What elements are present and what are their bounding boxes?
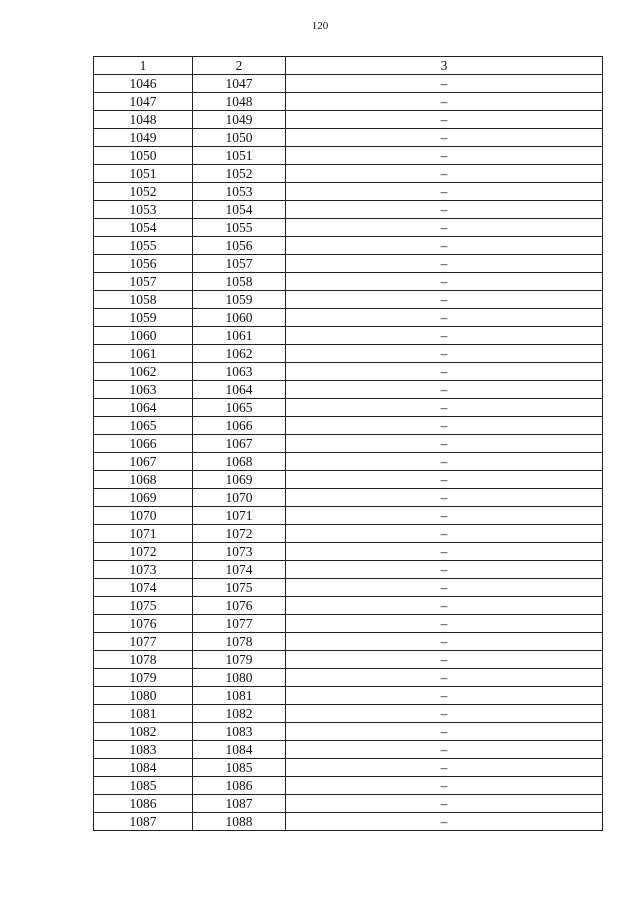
table-cell-col-3: – <box>286 363 603 381</box>
table-cell-col-2: 1066 <box>193 417 286 435</box>
table-row <box>94 273 603 291</box>
table-cell-col-3: – <box>286 399 603 417</box>
table-cell-col-2: 1050 <box>193 129 286 147</box>
table-cell-col-2: 1054 <box>193 201 286 219</box>
table-row <box>94 813 603 831</box>
table-row <box>94 705 603 723</box>
table-cell-col-1: 1052 <box>94 183 193 201</box>
table-cell-col-1: 1053 <box>94 201 193 219</box>
table-row <box>94 687 603 705</box>
table-cell-col-1: 1061 <box>94 345 193 363</box>
table-cell-col-3: – <box>286 345 603 363</box>
table-cell-col-2: 1082 <box>193 705 286 723</box>
table-cell-col-3: – <box>286 597 603 615</box>
table-cell-col-1: 1075 <box>94 597 193 615</box>
table-cell-col-1: 1086 <box>94 795 193 813</box>
table-cell-col-1: 1067 <box>94 453 193 471</box>
table-row <box>94 795 603 813</box>
table-cell-col-2: 1084 <box>193 741 286 759</box>
table-cell-col-2: 1063 <box>193 363 286 381</box>
table-cell-col-2: 1057 <box>193 255 286 273</box>
table-cell-col-3: – <box>286 489 603 507</box>
table-cell-col-3: – <box>286 165 603 183</box>
table-cell-col-3: – <box>286 687 603 705</box>
table-cell-col-3: – <box>286 255 603 273</box>
table-cell-col-1: 1069 <box>94 489 193 507</box>
table-cell-col-1: 1055 <box>94 237 193 255</box>
table-row <box>94 219 603 237</box>
column-header-3: 3 <box>286 57 603 75</box>
table-cell-col-1: 1065 <box>94 417 193 435</box>
table-row <box>94 417 603 435</box>
table-body <box>94 75 603 831</box>
table-cell-col-3: – <box>286 111 603 129</box>
table-cell-col-1: 1057 <box>94 273 193 291</box>
table-cell-col-2: 1088 <box>193 813 286 831</box>
table-cell-col-2: 1073 <box>193 543 286 561</box>
table-row <box>94 147 603 165</box>
table-cell-col-1: 1079 <box>94 669 193 687</box>
table-cell-col-3: – <box>286 741 603 759</box>
table-cell-col-1: 1060 <box>94 327 193 345</box>
table-cell-col-3: – <box>286 813 603 831</box>
table-cell-col-2: 1080 <box>193 669 286 687</box>
table-cell-col-3: – <box>286 651 603 669</box>
table-cell-col-1: 1070 <box>94 507 193 525</box>
table-row <box>94 309 603 327</box>
table-cell-col-2: 1072 <box>193 525 286 543</box>
data-table-container <box>93 56 603 831</box>
table-cell-col-1: 1073 <box>94 561 193 579</box>
column-header-1: 1 <box>94 57 193 75</box>
table-cell-col-3: – <box>286 669 603 687</box>
table-row <box>94 597 603 615</box>
table-cell-col-2: 1056 <box>193 237 286 255</box>
table-cell-col-3: – <box>286 471 603 489</box>
table-row <box>94 255 603 273</box>
table-cell-col-2: 1065 <box>193 399 286 417</box>
table-cell-col-3: – <box>286 219 603 237</box>
table-row <box>94 363 603 381</box>
table-cell-col-3: – <box>286 579 603 597</box>
table-row <box>94 777 603 795</box>
table-cell-col-3: – <box>286 507 603 525</box>
table-cell-col-1: 1084 <box>94 759 193 777</box>
table-cell-col-2: 1075 <box>193 579 286 597</box>
table-row <box>94 651 603 669</box>
table-cell-col-2: 1087 <box>193 795 286 813</box>
table-row <box>94 543 603 561</box>
table-row <box>94 165 603 183</box>
table-row <box>94 507 603 525</box>
table-cell-col-2: 1071 <box>193 507 286 525</box>
table-cell-col-3: – <box>286 309 603 327</box>
table-row <box>94 525 603 543</box>
table-cell-col-1: 1064 <box>94 399 193 417</box>
table-cell-col-3: – <box>286 759 603 777</box>
table-cell-col-1: 1082 <box>94 723 193 741</box>
table-row <box>94 741 603 759</box>
table-row <box>94 129 603 147</box>
table-cell-col-2: 1086 <box>193 777 286 795</box>
table-cell-col-2: 1077 <box>193 615 286 633</box>
table-cell-col-3: – <box>286 633 603 651</box>
table-cell-col-3: – <box>286 75 603 93</box>
table-cell-col-1: 1066 <box>94 435 193 453</box>
table-cell-col-1: 1085 <box>94 777 193 795</box>
table-cell-col-3: – <box>286 561 603 579</box>
page-number: 120 <box>311 20 329 32</box>
header-row <box>94 57 603 75</box>
table-cell-col-2: 1070 <box>193 489 286 507</box>
table-row <box>94 489 603 507</box>
column-header-2: 2 <box>193 57 286 75</box>
table-cell-col-3: – <box>286 381 603 399</box>
table-cell-col-1: 1056 <box>94 255 193 273</box>
table-cell-col-2: 1085 <box>193 759 286 777</box>
table-row <box>94 183 603 201</box>
table-cell-col-1: 1081 <box>94 705 193 723</box>
table-row <box>94 759 603 777</box>
table-cell-col-1: 1063 <box>94 381 193 399</box>
table-row <box>94 237 603 255</box>
table-cell-col-3: – <box>286 93 603 111</box>
table-cell-col-3: – <box>286 525 603 543</box>
table-cell-col-2: 1051 <box>193 147 286 165</box>
table-cell-col-3: – <box>286 435 603 453</box>
table-cell-col-2: 1060 <box>193 309 286 327</box>
table-cell-col-1: 1050 <box>94 147 193 165</box>
table-row <box>94 435 603 453</box>
table-cell-col-1: 1087 <box>94 813 193 831</box>
table-cell-col-3: – <box>286 615 603 633</box>
table-cell-col-2: 1047 <box>193 75 286 93</box>
table-cell-col-3: – <box>286 147 603 165</box>
table-cell-col-2: 1052 <box>193 165 286 183</box>
table-cell-col-1: 1059 <box>94 309 193 327</box>
table-cell-col-3: – <box>286 237 603 255</box>
table-cell-col-2: 1064 <box>193 381 286 399</box>
table-cell-col-3: – <box>286 417 603 435</box>
table-cell-col-3: – <box>286 795 603 813</box>
table-row <box>94 669 603 687</box>
table-cell-col-3: – <box>286 705 603 723</box>
table-cell-col-3: – <box>286 777 603 795</box>
table-cell-col-1: 1074 <box>94 579 193 597</box>
table-cell-col-2: 1083 <box>193 723 286 741</box>
table-row <box>94 111 603 129</box>
table-cell-col-3: – <box>286 543 603 561</box>
table-cell-col-2: 1053 <box>193 183 286 201</box>
table-cell-col-1: 1083 <box>94 741 193 759</box>
table-cell-col-2: 1049 <box>193 111 286 129</box>
table-cell-col-3: – <box>286 723 603 741</box>
table-cell-col-1: 1047 <box>94 93 193 111</box>
table-row <box>94 561 603 579</box>
table-cell-col-2: 1061 <box>193 327 286 345</box>
table-cell-col-2: 1059 <box>193 291 286 309</box>
table-cell-col-1: 1077 <box>94 633 193 651</box>
table-row <box>94 201 603 219</box>
table-cell-col-2: 1062 <box>193 345 286 363</box>
table-cell-col-2: 1079 <box>193 651 286 669</box>
table-cell-col-2: 1076 <box>193 597 286 615</box>
table-cell-col-1: 1076 <box>94 615 193 633</box>
table-row <box>94 93 603 111</box>
table-cell-col-1: 1062 <box>94 363 193 381</box>
table-row <box>94 723 603 741</box>
table-cell-col-3: – <box>286 327 603 345</box>
table-row <box>94 579 603 597</box>
table-cell-col-1: 1049 <box>94 129 193 147</box>
table-cell-col-2: 1067 <box>193 435 286 453</box>
table-row <box>94 633 603 651</box>
table-cell-col-2: 1074 <box>193 561 286 579</box>
table-row <box>94 471 603 489</box>
table-cell-col-1: 1080 <box>94 687 193 705</box>
table-cell-col-2: 1069 <box>193 471 286 489</box>
table-cell-col-3: – <box>286 183 603 201</box>
table-cell-col-2: 1078 <box>193 633 286 651</box>
table-row <box>94 75 603 93</box>
table-cell-col-1: 1071 <box>94 525 193 543</box>
table-cell-col-3: – <box>286 201 603 219</box>
table-row <box>94 615 603 633</box>
table-cell-col-3: – <box>286 453 603 471</box>
table-row <box>94 399 603 417</box>
table-cell-col-3: – <box>286 273 603 291</box>
table-cell-col-1: 1051 <box>94 165 193 183</box>
table-cell-col-1: 1078 <box>94 651 193 669</box>
table-cell-col-2: 1055 <box>193 219 286 237</box>
table-cell-col-2: 1058 <box>193 273 286 291</box>
table-row <box>94 291 603 309</box>
table-row <box>94 345 603 363</box>
table-cell-col-1: 1068 <box>94 471 193 489</box>
table-row <box>94 381 603 399</box>
data-table <box>93 56 603 831</box>
table-cell-col-1: 1072 <box>94 543 193 561</box>
table-cell-col-1: 1054 <box>94 219 193 237</box>
table-cell-col-3: – <box>286 291 603 309</box>
table-cell-col-1: 1058 <box>94 291 193 309</box>
table-cell-col-2: 1081 <box>193 687 286 705</box>
table-header <box>94 57 603 75</box>
table-cell-col-2: 1068 <box>193 453 286 471</box>
table-cell-col-1: 1048 <box>94 111 193 129</box>
table-cell-col-2: 1048 <box>193 93 286 111</box>
table-cell-col-3: – <box>286 129 603 147</box>
table-row <box>94 327 603 345</box>
table-cell-col-1: 1046 <box>94 75 193 93</box>
table-row <box>94 453 603 471</box>
